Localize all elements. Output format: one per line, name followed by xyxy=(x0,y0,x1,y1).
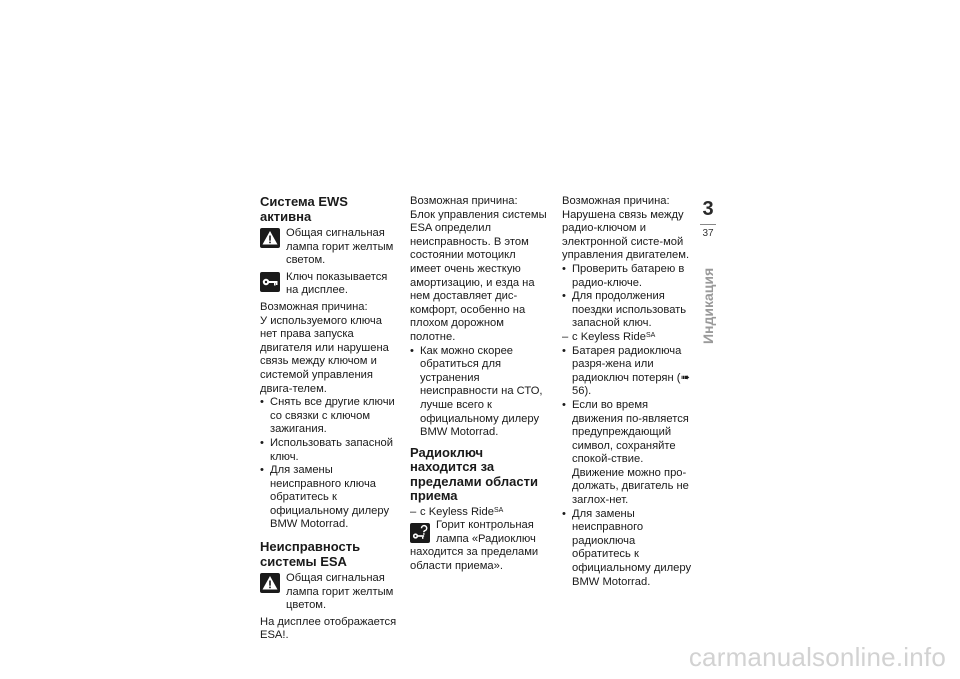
watermark: carmanualsonline.info xyxy=(688,642,946,672)
column-2 xyxy=(410,195,548,574)
option-keyless-ride: – с Keyless Ride$^{SA}$ xyxy=(562,331,692,345)
cause-label: Возможная причина: xyxy=(260,300,368,313)
page-number: 37 xyxy=(702,228,714,239)
key-question-icon xyxy=(410,523,430,543)
keyless-bullet-list xyxy=(562,345,692,590)
chapter-number: 3 xyxy=(702,198,714,220)
option-code: SA xyxy=(494,506,504,514)
cause-text: Нарушена связь между радио-ключом и электронной систе-мой управления двигателем. xyxy=(562,208,690,262)
heading-esa-fault: Неисправность системы ESA xyxy=(260,539,361,569)
radio-key-bullet-list xyxy=(562,263,692,331)
radio-key-lamp-block xyxy=(410,519,548,573)
warning-lamp-row xyxy=(260,572,400,613)
heading-radio-key-out-of-range: Радиоключ находится за пределами области приема xyxy=(410,444,538,504)
list-item: • Для продолжения поездки использовать запасной ключ. xyxy=(562,290,692,331)
column-1 xyxy=(260,195,400,643)
warning-lamp-row xyxy=(260,227,400,268)
list-item: • Для замены неисправного ключа обратитесь к официальному дилеру BMW Motorrad. xyxy=(260,464,400,532)
key-icon xyxy=(260,272,280,292)
column-3 xyxy=(562,195,692,589)
option-keyless-ride: – с Keyless Ride$^{SA}$ xyxy=(410,506,548,520)
cause-text: Блок управления системы ESA определил неисправность. В этом состоянии мотоцикл имеет очень жесткую амортизацию, и езда на нем доставляет дис-комфорт, особенно на плохом дорожном полотне. xyxy=(410,208,547,343)
display-text: На дисплее отображается ESA!. xyxy=(260,615,397,642)
cause-label: Возможная причина: xyxy=(562,195,670,207)
chapter-title: Индикация xyxy=(700,267,716,344)
heading-ews-active: Система EWS активна xyxy=(260,194,348,224)
list-item: • Использовать запасной ключ. xyxy=(260,437,400,464)
warning-lamp-text: Общая сигнальная лампа горит желтым цветом. xyxy=(286,572,394,612)
list-item: • Если во время движения по-является предупреждающий символ, сохраняйте спокой-ствие. Движение можно про-должать, двигатель не заглох-нет. xyxy=(562,399,692,508)
chapter-divider xyxy=(700,224,716,225)
list-item: • Проверить батарею в радио-ключе. xyxy=(562,263,692,290)
cause-label: Возможная причина: xyxy=(410,195,518,207)
warning-triangle-icon xyxy=(260,573,280,593)
esa-bullet-list xyxy=(410,345,548,440)
cause-text: У используемого ключа нет права запуска двигателя или нарушена связь между ключом и системой управления двига-телем. xyxy=(260,314,389,395)
option-code: SA xyxy=(646,331,656,339)
warning-triangle-icon xyxy=(260,228,280,248)
warning-lamp-text: Общая сигнальная лампа горит желтым светом. xyxy=(286,227,394,267)
radio-key-lamp-text: Горит контрольная лампа «Радиоключ находится за пределами области приема». xyxy=(410,519,539,573)
key-display-text: Ключ показывается на дисплее. xyxy=(286,270,388,297)
list-item: • Как можно скорее обратиться для устранения неисправности на СТО, лучше всего к официальному дилеру BMW Motorrad. xyxy=(410,345,548,440)
list-item: • Снять все другие ключи со связки с ключом зажигания. xyxy=(260,396,400,437)
ews-bullet-list xyxy=(260,396,400,532)
list-item: • Батарея радиоключа разря-жена или радиоключ потерян (➠ 56). xyxy=(562,345,692,399)
list-item: • Для замены неисправного радиоключа обратитесь к официальному дилеру BMW Motorrad. xyxy=(562,508,692,590)
key-display-row xyxy=(260,271,400,298)
